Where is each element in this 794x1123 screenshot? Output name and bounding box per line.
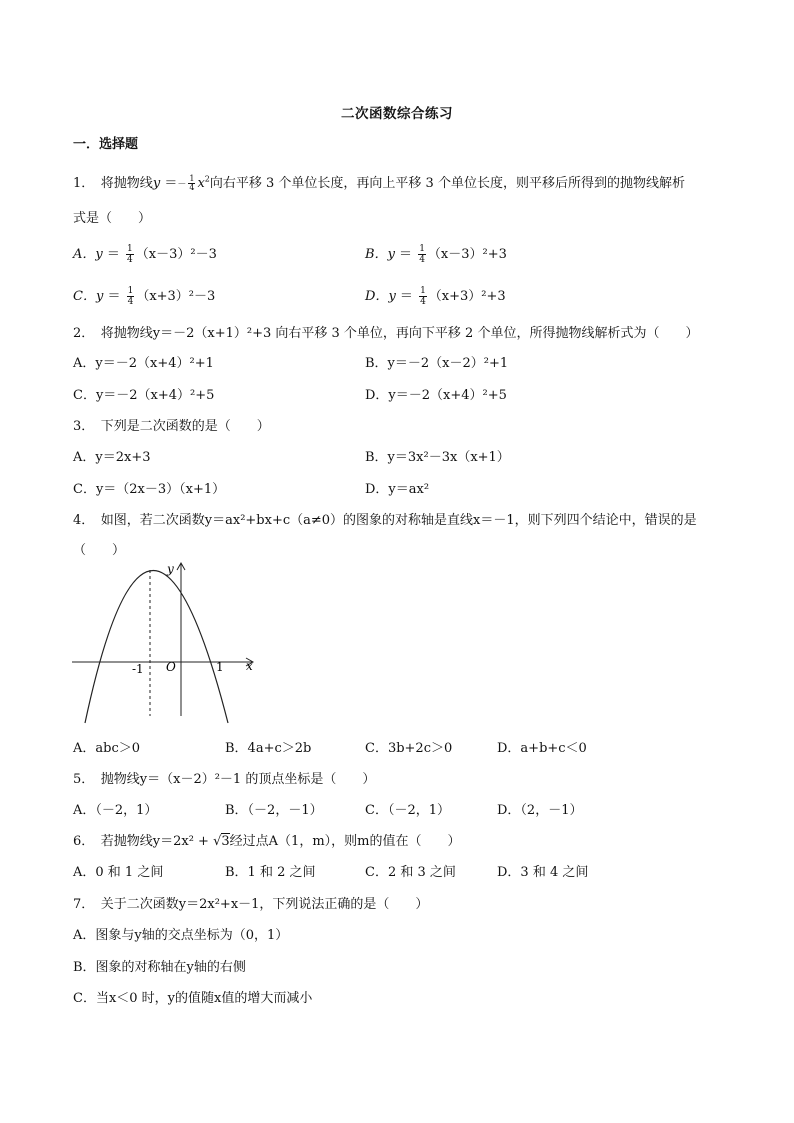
q7-option-c: C．当x＜0 时，y的值随x值的增大而减小 bbox=[73, 991, 313, 1006]
q6-option-a: A．0 和 1 之间 bbox=[73, 865, 164, 880]
question-3-stem: 3． 下列是二次函数的是（ ） bbox=[73, 419, 270, 434]
parabola-graph bbox=[70, 558, 260, 728]
question-1-stem-cont: 式是（ ） bbox=[73, 211, 152, 226]
question-2-stem: 2． 将抛物线y＝－2（x+1）²+3 向右平移 3 个单位，再向下平移 2 个单位，所得抛物线解析式为（ ） bbox=[73, 326, 699, 341]
q5-option-d: D．（2，－1） bbox=[497, 803, 583, 818]
origin-label: O bbox=[166, 660, 176, 674]
sqrt-symbol: √ bbox=[213, 834, 222, 849]
q1-option-d: D．y ＝ $\frac{1}{4}$ （x+3）²+3 bbox=[365, 286, 506, 307]
q5-option-a: A．（－2，1） bbox=[73, 803, 158, 818]
q3-option-b: B．y＝3x²－3x（x+1） bbox=[365, 450, 510, 465]
question-4-stem-cont: （ ） bbox=[73, 543, 126, 558]
page-title: 二次函数综合练习 bbox=[341, 106, 453, 122]
q1-option-b: B．y ＝ $\frac{1}{4}$ （x－3）²+3 bbox=[365, 244, 507, 265]
tick-label-neg1: -1 bbox=[132, 662, 144, 676]
q4-option-c: C．3b+2c＞0 bbox=[365, 741, 453, 756]
q5-option-c: C．（－2，1） bbox=[365, 803, 450, 818]
q2-option-b: B．y＝－2（x－2）²+1 bbox=[365, 356, 509, 371]
question-1-stem: 1． 将抛物线y ＝－ $\frac{1}{4}$ $x^2$向右平移 3 个单位长度，再向上平移 3 个单位长度，则平移后所得到的抛物线解析 bbox=[73, 174, 685, 192]
q2-option-a: A．y＝－2（x+4）²+1 bbox=[73, 356, 214, 371]
q4-option-d: D．a+b+c＜0 bbox=[497, 741, 587, 756]
question-4-stem: 4． 如图，若二次函数y＝ax²+bx+c（a≠0）的图象的对称轴是直线x＝－1，则下列四个结论中，错误的是 bbox=[73, 513, 697, 528]
q7-option-a: A．图象与y轴的交点坐标为（0，1） bbox=[73, 928, 289, 943]
q7-option-b: B．图象的对称轴在y轴的右侧 bbox=[73, 960, 246, 975]
tick-label-1: 1 bbox=[216, 660, 224, 674]
q6-option-d: D．3 和 4 之间 bbox=[497, 865, 589, 880]
question-7-stem: 7． 关于二次函数y＝2x²+x－1，下列说法正确的是（ ） bbox=[73, 897, 429, 912]
q2-option-c: C．y＝－2（x+4）²+5 bbox=[73, 388, 215, 403]
q1-option-c: C．y ＝ $\frac{1}{4}$ （x+3）²－3 bbox=[73, 286, 216, 307]
q6-option-c: C．2 和 3 之间 bbox=[365, 865, 456, 880]
question-5-stem: 5． 抛物线y＝（x－2）²－1 的顶点坐标是（ ） bbox=[73, 772, 376, 787]
section-heading: 一．选择题 bbox=[73, 137, 139, 152]
q5-option-b: B．（－2，－1） bbox=[225, 803, 323, 818]
x-axis-label: x bbox=[246, 659, 253, 673]
q4-option-a: A．abc＞0 bbox=[73, 741, 141, 756]
question-6-stem: 6． 若抛物线y＝2x² + √3经过点A（1，m），则m的值在（ ） bbox=[73, 834, 461, 849]
q3-option-c: C．y＝（2x－3）（x+1） bbox=[73, 482, 226, 497]
q3-option-a: A．y＝2x+3 bbox=[73, 450, 151, 465]
q3-option-d: D．y＝ax² bbox=[365, 482, 430, 497]
q4-option-b: B．4a+c＞2b bbox=[225, 741, 312, 756]
q1-option-a: A．y ＝ $\frac{1}{4}$ （x－3）²－3 bbox=[73, 244, 217, 265]
q2-option-d: D．y＝－2（x+4）²+5 bbox=[365, 388, 507, 403]
parabola-curve bbox=[85, 571, 228, 724]
y-axis-label: y bbox=[167, 562, 174, 576]
q6-option-b: B．1 和 2 之间 bbox=[225, 865, 316, 880]
